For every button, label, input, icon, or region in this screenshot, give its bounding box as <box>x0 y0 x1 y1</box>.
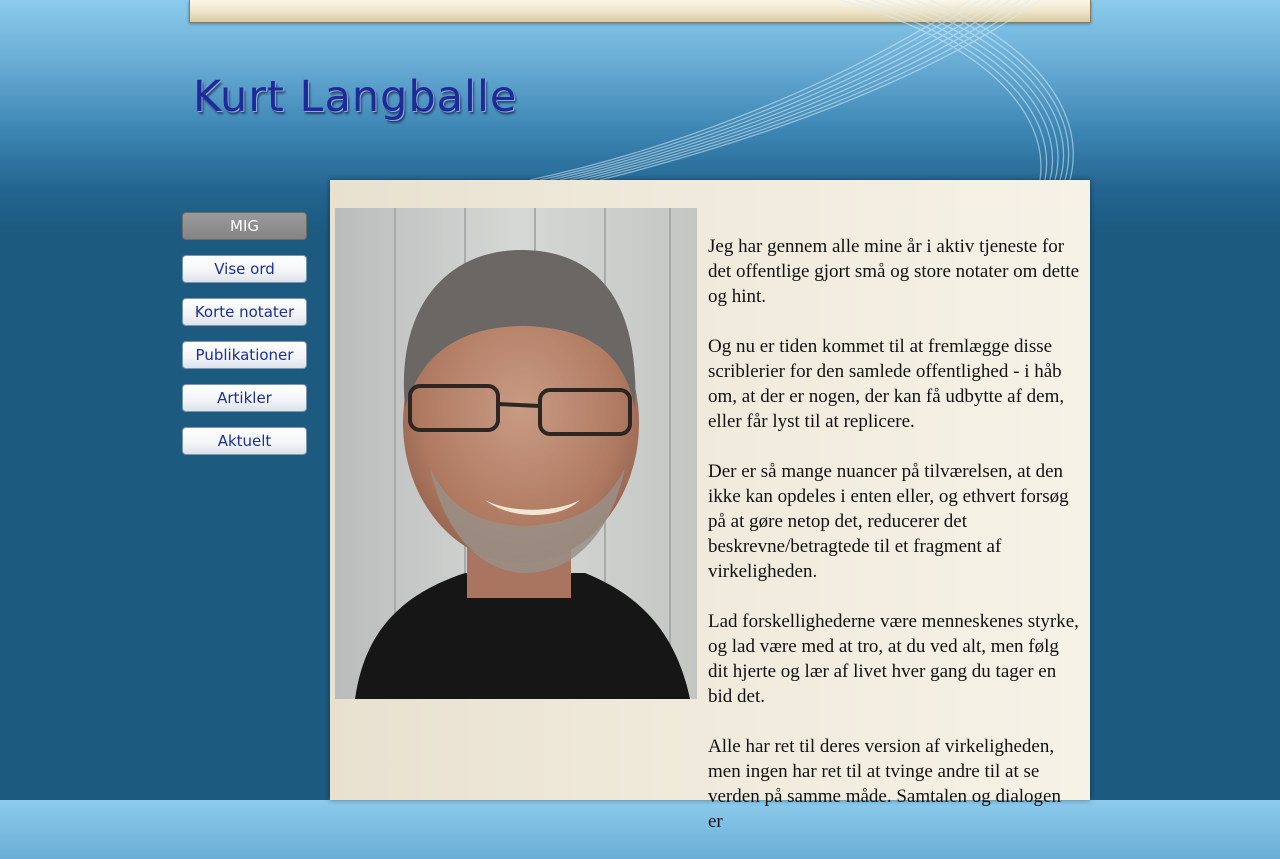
content-panel <box>330 180 1090 832</box>
paragraph: Alle har ret til deres version af virkeligheden, men ingen har ret til at tvinge andre til at se verden på samme måde. Samtalen og dialogen er <box>708 736 1061 832</box>
paragraph: Der er så mange nuancer på tilværelsen, at den ikke kan opdeles i enten eller, og ethvert forsøg på at gøre netop det, reducerer det beskrevne/betragtede til et fragment af virkeligheden. <box>708 461 1069 582</box>
nav-item-publikationer[interactable]: Publikationer <box>182 341 307 369</box>
portrait-photo <box>335 208 697 699</box>
nav-item-vise-ord[interactable]: Vise ord <box>182 255 307 283</box>
site-title: Kurt Langballe <box>193 72 518 122</box>
nav-item-artikler[interactable]: Artikler <box>182 384 307 412</box>
header-swoosh-decoration <box>500 0 1090 180</box>
nav-item-aktuelt[interactable]: Aktuelt <box>182 427 307 455</box>
nav-item-korte-notater[interactable]: Korte notater <box>182 298 307 326</box>
paragraph: Og nu er tiden kommet til at fremlægge disse scriblerier for den samlede offentlighed - i håb om, at der er nogen, der kan få udbytte af dem, eller får lyst til at replicere. <box>708 336 1065 432</box>
nav-item-mig[interactable]: MIG <box>182 212 307 240</box>
paragraph: Lad forskellighederne være menneskenes styrke, og lad være med at tro, at du ved alt, men følg dit hjerte og lær af livet hver gang du tager en bid det. <box>708 611 1079 707</box>
main-nav <box>182 212 308 470</box>
intro-text <box>708 234 1080 859</box>
paragraph: Jeg har gennem alle mine år i aktiv tjeneste for det offentlige gjort små og store notater om dette og hint. <box>708 236 1080 307</box>
